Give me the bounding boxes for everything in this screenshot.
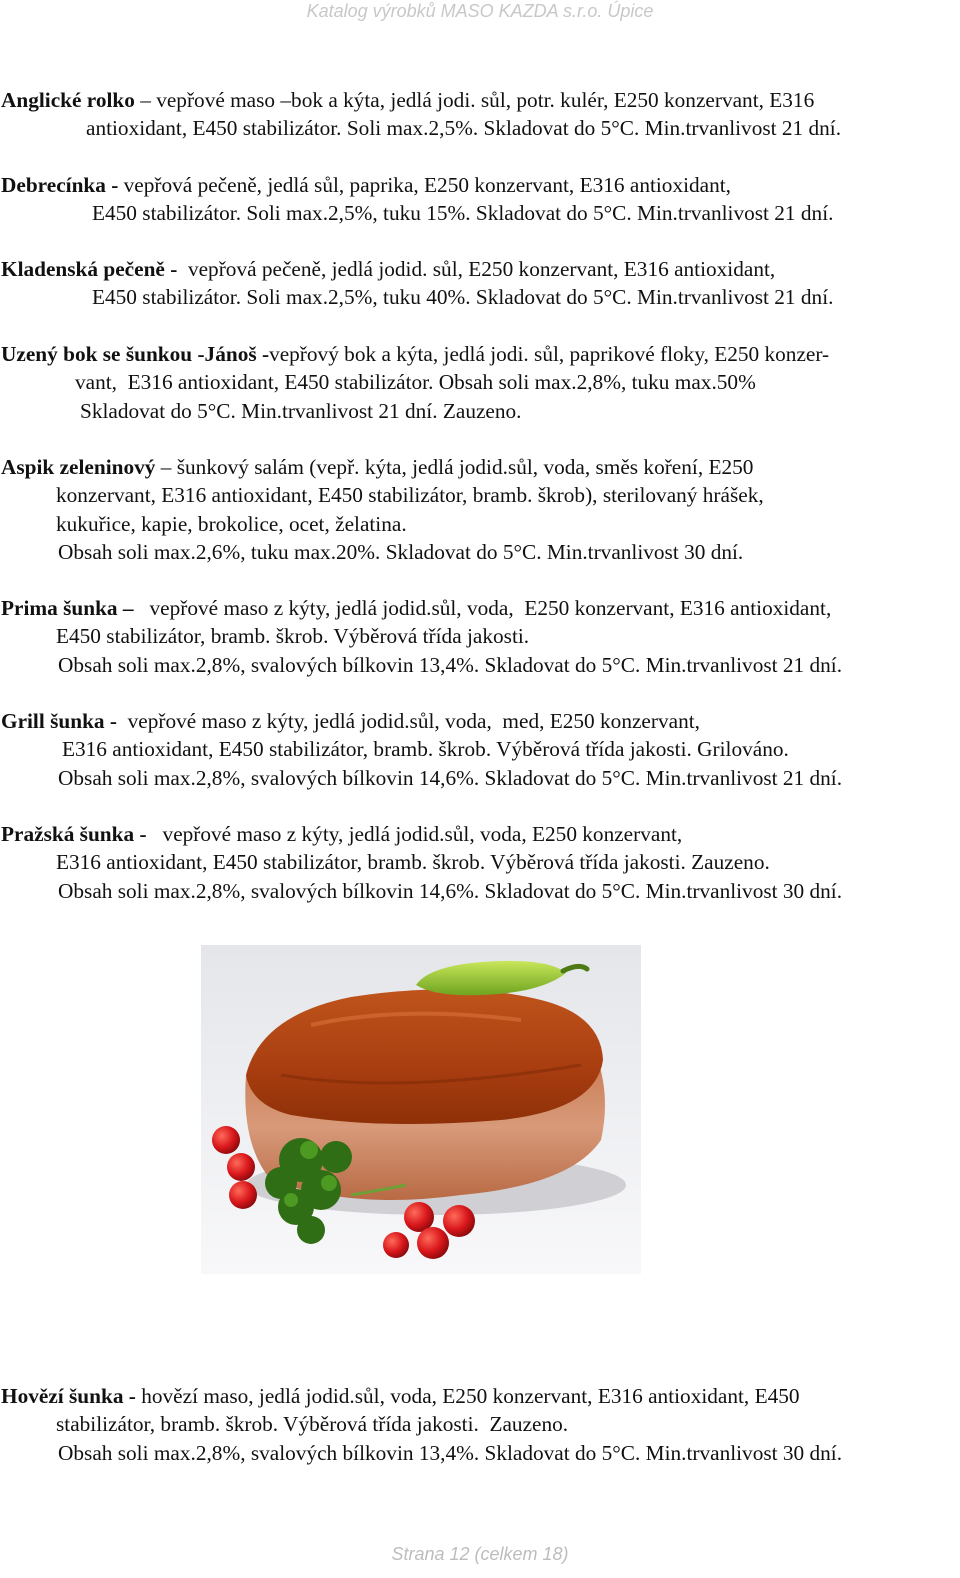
description-line: stabilizátor, bramb. škrob. Výběrová třída jakosti. Zauzeno. <box>56 1412 569 1437</box>
name-separator <box>117 709 128 733</box>
entry-first-line <box>1 594 959 622</box>
product-name: Anglické rolko <box>1 88 135 112</box>
description-line: E450 stabilizátor. Soli max.2,5%, tuku 15%. Skladovat do 5°C. Min.trvanlivost 21 dní. <box>92 201 834 226</box>
description-line: antioxidant, E450 stabilizátor. Soli max.2,5%. Skladovat do 5°C. Min.trvanlivost 21 dní. <box>86 116 842 141</box>
description-line: vepřová pečeně, jedlá sůl, paprika, E250 konzervant, E316 antioxidant, <box>123 173 732 197</box>
product-entry-aspik-zeleninovy <box>1 453 959 566</box>
product-name: Kladenská pečeně - <box>1 257 178 281</box>
name-separator <box>177 257 188 281</box>
entry-first-line <box>1 171 959 199</box>
product-entry-anglicke-rolko <box>1 86 959 143</box>
description-line: E316 antioxidant, E450 stabilizátor, bramb. škrob. Výběrová třída jakosti. Grilováno. <box>62 737 789 762</box>
product-entry-kladenska-pecene <box>1 255 959 312</box>
product-name: Debrecínka - <box>1 173 119 197</box>
description-line: vepřový bok a kýta, jedlá jodi. sůl, paprikové floky, E250 konzer- <box>269 342 830 366</box>
entry-first-line <box>1 86 959 114</box>
description-line: hovězí maso, jedlá jodid.sůl, voda, E250 konzervant, E316 antioxidant, E450 <box>141 1384 800 1408</box>
page-footer: Strana 12 (celkem 18) <box>391 1544 569 1564</box>
name-separator <box>134 596 150 620</box>
description-line: Obsah soli max.2,8%, svalových bílkovin 14,6%. Skladovat do 5°C. Min.trvanlivost 30 dní. <box>58 878 843 903</box>
description-line: vant, E316 antioxidant, E450 stabilizátor. Obsah soli max.2,8%, tuku max.50% <box>75 370 756 395</box>
description-line: vepřové maso z kýty, jedlá jodid.sůl, voda, E250 konzervant, <box>162 822 683 846</box>
product-photo-ham <box>201 945 641 1274</box>
description-line: šunkový salám (vepř. kýta, jedlá jodid.sůl, voda, směs koření, E250 <box>176 455 754 479</box>
entry-first-line <box>1 255 959 283</box>
entry-first-line <box>1 340 959 368</box>
product-name: Hovězí šunka - <box>1 1384 136 1408</box>
description-line: Obsah soli max.2,6%, tuku max.20%. Skladovat do 5°C. Min.trvanlivost 30 dní. <box>58 539 744 564</box>
ham-illustration <box>201 945 641 1274</box>
product-name: Grill šunka - <box>1 709 117 733</box>
description-line: vepřová pečeně, jedlá jodid. sůl, E250 konzervant, E316 antioxidant, <box>187 257 776 281</box>
product-name: Pražská šunka - <box>1 822 147 846</box>
product-name: Uzený bok se šunkou -Jánoš - <box>1 342 270 366</box>
description-line: E450 stabilizátor. Soli max.2,5%, tuku 40%. Skladovat do 5°C. Min.trvanlivost 21 dní. <box>92 285 834 310</box>
name-separator <box>147 822 163 846</box>
description-line: E450 stabilizátor, bramb. škrob. Výběrová třída jakosti. <box>56 624 530 649</box>
description-line: vepřové maso z kýty, jedlá jodid.sůl, voda, E250 konzervant, E316 antioxidant, <box>149 596 832 620</box>
description-line: Skladovat do 5°C. Min.trvanlivost 21 dní. Zauzeno. <box>80 398 522 423</box>
description-line: Obsah soli max.2,8%, svalových bílkovin 13,4%. Skladovat do 5°C. Min.trvanlivost 21 dní. <box>58 652 843 677</box>
product-entry-prazska-sunka <box>1 820 959 905</box>
entry-first-line <box>1 820 959 848</box>
product-entry-hovezi-sunka <box>1 1382 959 1467</box>
description-line: Obsah soli max.2,8%, svalových bílkovin 14,6%. Skladovat do 5°C. Min.trvanlivost 21 dní. <box>58 765 843 790</box>
product-entry-grill-sunka <box>1 707 959 792</box>
product-entry-debrecinka <box>1 171 959 228</box>
description-line: Obsah soli max.2,8%, svalových bílkovin 13,4%. Skladovat do 5°C. Min.trvanlivost 30 dní. <box>58 1440 843 1465</box>
name-separator: – <box>134 88 157 112</box>
description-line: konzervant, E316 antioxidant, E450 stabilizátor, bramb. škrob), sterilovaný hrášek, <box>56 483 764 508</box>
page-header: Katalog výrobků MASO KAZDA s.r.o. Úpice <box>306 1 654 21</box>
description-line: kukuřice, kapie, brokolice, ocet, želatina. <box>56 511 407 536</box>
description-line: E316 antioxidant, E450 stabilizátor, bramb. škrob. Výběrová třída jakosti. Zauzeno. <box>56 850 770 875</box>
name-separator: – <box>155 455 177 479</box>
product-entry-uzeny-bok-janos <box>1 340 959 425</box>
product-name: Prima šunka – <box>1 596 134 620</box>
product-entry-prima-sunka <box>1 594 959 679</box>
entry-first-line <box>1 453 959 481</box>
description-line: vepřové maso z kýty, jedlá jodid.sůl, voda, med, E250 konzervant, <box>127 709 700 733</box>
product-name: Aspik zeleninový <box>1 455 156 479</box>
entry-first-line <box>1 707 959 735</box>
description-line: vepřové maso –bok a kýta, jedlá jodi. sůl, potr. kulér, E250 konzervant, E316 <box>156 88 815 112</box>
entry-first-line <box>1 1382 959 1410</box>
